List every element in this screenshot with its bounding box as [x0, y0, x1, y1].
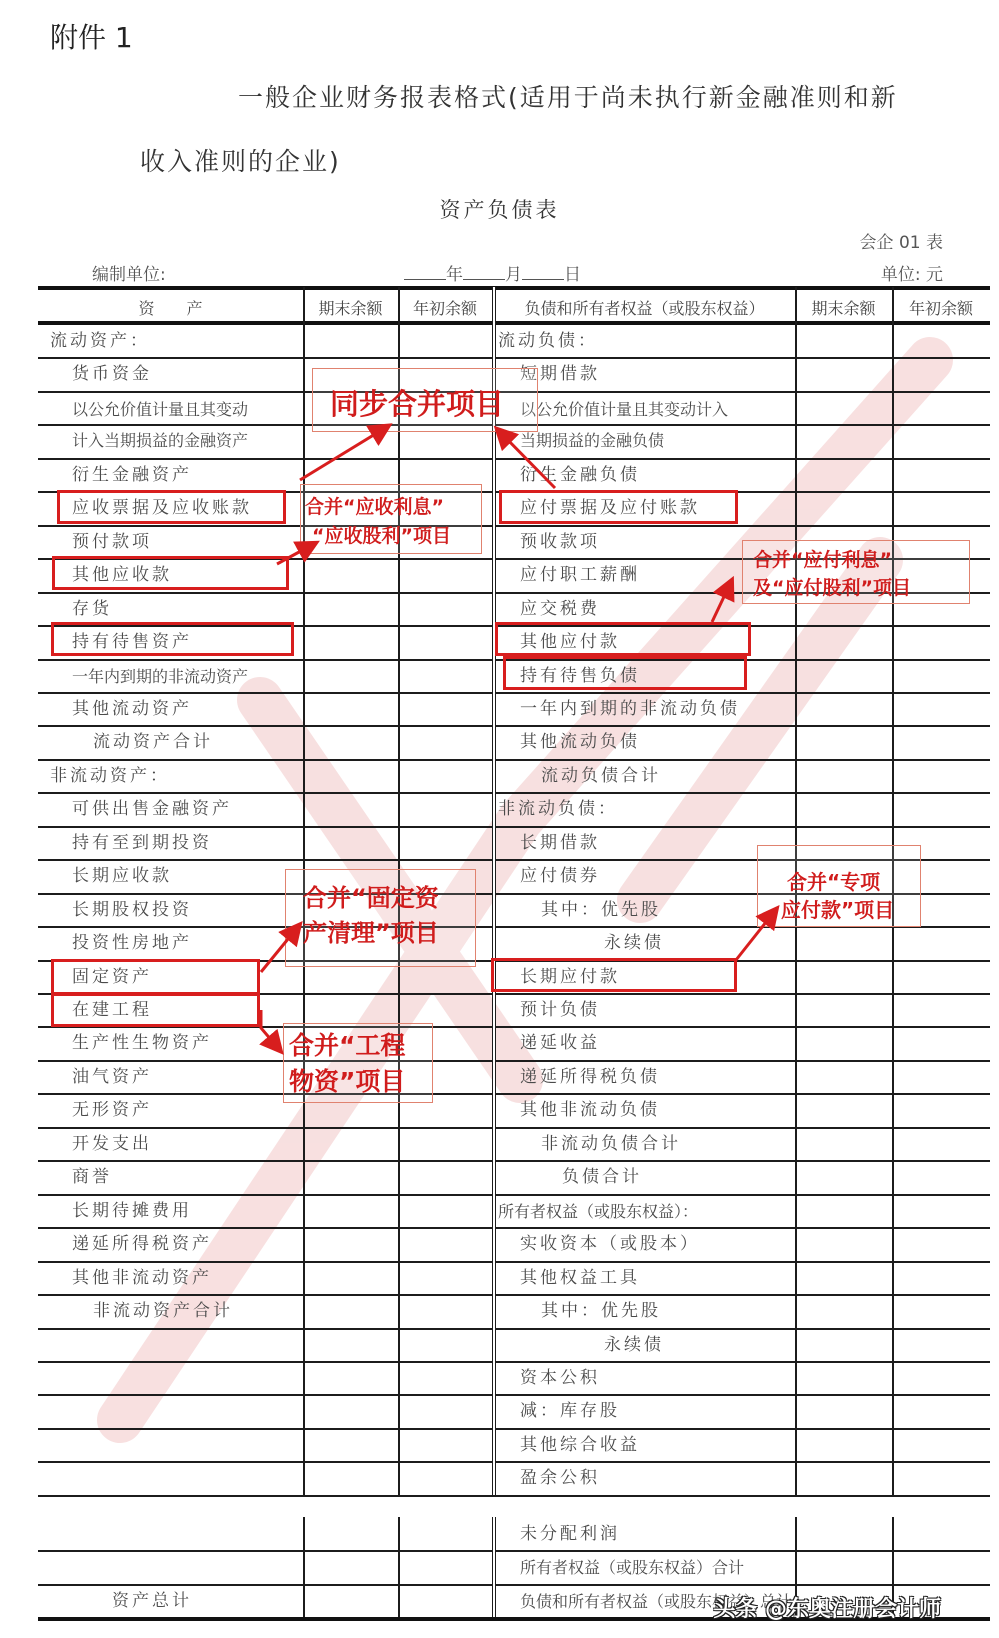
liability-row-label: 其中：优先股 [541, 1301, 661, 1322]
note-construction-merge-line2: 物资”项目 [289, 1067, 406, 1096]
liability-row-label: 递延收益 [520, 1033, 600, 1054]
column-header: 负债和所有者权益（或股东权益） [524, 299, 765, 318]
attachment-label: 附件 1 [50, 21, 133, 54]
highlight-notes-accounts-receivable [57, 490, 286, 524]
row-rule [38, 1394, 990, 1396]
asset-row-label: 存货 [72, 598, 112, 619]
table-top-rule [38, 286, 990, 290]
row-rule [38, 1461, 990, 1463]
asset-row-label: 流动资产： [50, 331, 150, 351]
row-rule [38, 1428, 990, 1430]
note-payable-merge-line2: 及“应付股利”项目 [753, 577, 911, 599]
asset-row-label: 资产总计 [112, 1590, 192, 1611]
row-rule [38, 1495, 990, 1497]
asset-row-label: 持有待售资产 [72, 632, 192, 653]
asset-row-label: 无形资产 [72, 1100, 152, 1121]
asset-row-label: 非流动资产合计 [93, 1301, 233, 1322]
form-number: 会企 01 表 [859, 233, 943, 253]
liability-row-label: 流动负债： [498, 331, 598, 351]
note-payable-merge-line1: 合并“应付利息” [753, 549, 892, 571]
currency-unit-label: 单位: 元 [880, 265, 943, 285]
row-rule [38, 1160, 990, 1162]
document-title-line1: 一般企业财务报表格式(适用于尚未执行新金融准则和新 [238, 83, 898, 112]
column-header: 年初余额 [908, 299, 973, 318]
column-header: 期末余额 [811, 299, 876, 318]
liability-row-label: 其他非流动负债 [520, 1100, 660, 1121]
liability-row-label: 流动负债合计 [541, 765, 661, 786]
date-month-label: 月 [505, 265, 522, 285]
asset-row-label: 其他非流动资产 [72, 1267, 212, 1288]
row-rule [38, 1361, 990, 1363]
liability-row-label: 应交税费 [520, 598, 600, 619]
liability-row-label: 减：库存股 [520, 1401, 620, 1422]
asset-row-label: 长期待摊费用 [72, 1200, 192, 1221]
asset-row-label: 开发支出 [72, 1133, 152, 1154]
asset-row-label: 流动资产合计 [93, 732, 213, 753]
highlight-long-term-payables [491, 958, 737, 992]
asset-row-label: 在建工程 [72, 1000, 152, 1020]
liability-row-label: 负债和所有者权益（或股东权益）总计 [520, 1591, 793, 1611]
liability-row-label: 盈余公积 [520, 1468, 600, 1489]
liability-row-label: 预计负债 [520, 1000, 600, 1020]
liability-row-label: 短期借款 [520, 364, 600, 385]
liability-row-label: 其他综合收益 [520, 1434, 640, 1455]
column-rule [492, 1517, 496, 1617]
row-rule [38, 1550, 990, 1552]
asset-row-label-cont: 计入当期损益的金融资产 [72, 431, 249, 451]
asset-row-label: 长期股权投资 [72, 899, 192, 920]
asset-row-label: 以公允价值计量且其变动 [72, 399, 249, 419]
liability-row-label: 长期借款 [520, 832, 600, 853]
asset-row-label: 固定资产 [72, 966, 152, 987]
asset-row-label: 衍生金融资产 [72, 464, 192, 485]
column-header: 年初余额 [412, 299, 477, 318]
note-receivable-merge-line1: 合并“应收利息” [305, 496, 444, 518]
highlight-notes-accounts-payable [499, 490, 738, 524]
liability-row-label: 应付票据及应付账款 [520, 498, 700, 519]
liability-row-label: 应付职工薪酬 [520, 565, 640, 586]
column-rule [398, 1517, 400, 1617]
asset-row-label: 非流动资产： [50, 765, 170, 786]
note-special-payable-line2: 应付款”项目 [781, 898, 895, 922]
note-fixed-asset-merge-line1: 合并“固定资 [303, 884, 439, 912]
highlight-other-receivables [52, 556, 289, 590]
row-rule [38, 1093, 990, 1095]
row-rule [38, 1127, 990, 1129]
liability-row-label: 其他权益工具 [520, 1267, 640, 1288]
column-header: 期末余额 [318, 299, 383, 318]
liability-row-label: 一年内到期的非流动负债 [520, 698, 740, 719]
highlight-fixed-assets [51, 959, 260, 995]
liability-row-label: 衍生金融负债 [520, 464, 640, 485]
asset-row-label: 预付款项 [72, 531, 152, 552]
column-rule [303, 1517, 305, 1617]
document-title-line2: 收入准则的企业) [140, 147, 341, 176]
liability-row-label: 应付债券 [520, 866, 600, 887]
liability-row-label: 其中：优先股 [541, 899, 661, 920]
note-fixed-asset-merge-line2: 产清理”项目 [303, 919, 439, 947]
liability-row-label-cont: 当期损益的金融负债 [520, 431, 665, 451]
liability-row-label: 所有者权益（或股东权益）： [498, 1201, 699, 1221]
asset-row-label: 生产性生物资产 [72, 1033, 212, 1054]
asset-row-label: 油气资产 [72, 1066, 152, 1087]
sheet-title: 资产负债表 [439, 198, 560, 222]
liability-row-label: 永续债 [604, 1334, 664, 1355]
note-construction-merge-line1: 合并“工程 [289, 1031, 406, 1060]
asset-row-label: 长期应收款 [72, 866, 172, 887]
liability-row-label: 以公允价值计量且其变动计入 [520, 399, 729, 419]
asset-row-label: 一年内到期的非流动资产 [72, 666, 249, 686]
liability-row-label: 长期应付款 [520, 966, 620, 987]
liability-row-label: 其他应付款 [520, 632, 620, 653]
liability-row-label: 持有待售负债 [520, 665, 640, 686]
note-receivable-merge-line2: “应收股利”项目 [312, 525, 451, 547]
liability-row-label: 负债合计 [562, 1167, 642, 1188]
asset-row-label: 投资性房地产 [72, 933, 192, 954]
asset-row-label: 持有至到期投资 [72, 832, 212, 853]
asset-row-label: 货币资金 [72, 364, 152, 385]
liability-row-label: 非流动负债合计 [541, 1133, 681, 1154]
liability-row-label: 未分配利润 [520, 1523, 620, 1544]
report-date [404, 260, 581, 285]
liability-row-label: 非流动负债： [498, 799, 618, 820]
asset-row-label: 其他应收款 [72, 565, 172, 586]
note-sync-merge: 同步合并项目 [330, 387, 505, 421]
asset-row-label: 可供出售金融资产 [72, 799, 232, 820]
prepared-by-label: 编制单位: [92, 265, 166, 285]
highlight-held-for-sale-liabilities [503, 656, 747, 690]
liability-row-label: 实收资本（或股本） [520, 1234, 700, 1255]
asset-row-label: 商誉 [72, 1167, 112, 1188]
highlight-other-payables [495, 622, 751, 656]
liability-row-label: 递延所得税负债 [520, 1066, 660, 1087]
highlight-held-for-sale-assets [51, 622, 294, 656]
highlight-construction-in-progress [51, 993, 260, 1027]
date-day-label: 日 [564, 265, 581, 285]
liability-row-label: 所有者权益（或股东权益）合计 [520, 1558, 745, 1578]
liability-row-label: 预收款项 [520, 531, 600, 552]
liability-row-label: 其他流动负债 [520, 732, 640, 753]
column-header: 资 产 [138, 299, 203, 318]
asset-row-label: 应收票据及应收账款 [72, 498, 252, 519]
liability-row-label: 资本公积 [520, 1367, 600, 1388]
date-year-label: 年 [446, 265, 463, 285]
asset-row-label: 递延所得税资产 [72, 1234, 212, 1255]
column-rule [492, 287, 496, 1495]
watermark-credit: 头条 @东奥注册会计师 [713, 1597, 941, 1622]
asset-row-label: 其他流动资产 [72, 698, 192, 719]
note-special-payable-line1: 合并“专项 [787, 870, 881, 894]
liability-row-label: 永续债 [604, 933, 664, 954]
